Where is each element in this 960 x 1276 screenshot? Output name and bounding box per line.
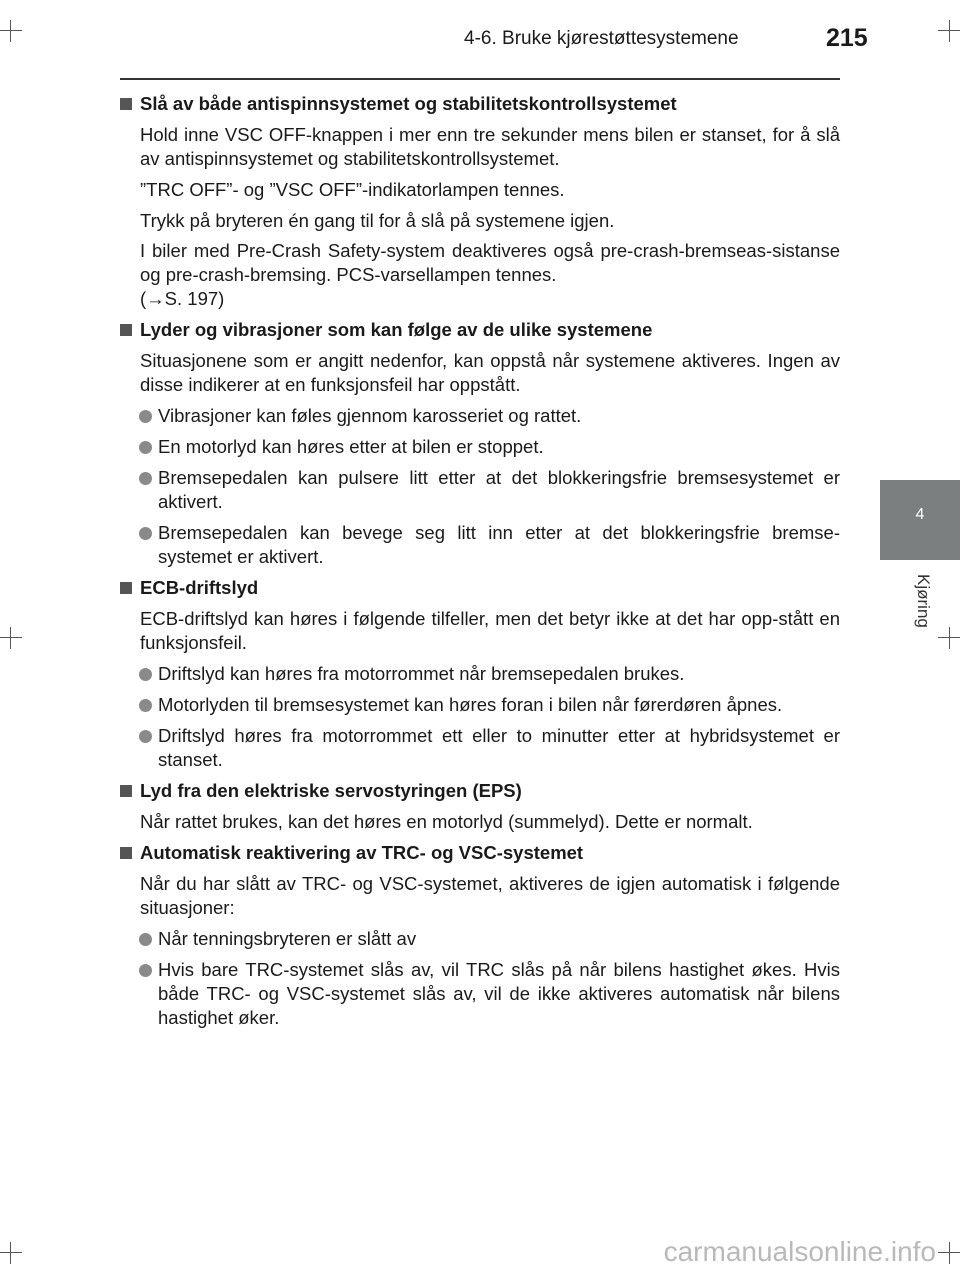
crop-mark [0,30,22,31]
bullet-dot-icon [139,668,152,681]
bullet-dot-icon [139,730,152,743]
bullet-dot-icon [139,441,152,454]
list-item: Bremsepedalen kan pulsere litt etter at det blokkeringsfrie bremsesystemet er aktivert. [120,466,840,514]
crop-mark [10,1242,11,1264]
bullet-dot-icon [139,699,152,712]
page-reference: (→S. 197) [140,288,225,309]
crop-mark [0,637,22,638]
paragraph: ”TRC OFF”- og ”VSC OFF”-indikatorlampen tennes. [140,179,565,200]
section-heading: Automatisk reaktivering av TRC- og VSC-systemet [120,841,840,865]
bullet-dot-icon [139,472,152,485]
section-title: 4-6. Bruke kjørestøttesystemene [464,28,739,49]
chapter-number: 4 [915,506,925,523]
list-item: Hvis bare TRC-systemet slås av, vil TRC slås på når bilens hastighet økes. Hvis både TRC- og VSC-systemet slås av, vil de ikke aktiveres automatisk når bilens hastighet øker. [120,958,840,1030]
bullet-dot-icon [139,964,152,977]
crop-mark [0,1252,22,1253]
header-divider [120,78,840,80]
square-bullet-icon [120,324,132,336]
section-heading: Slå av både antispinnsystemet og stabilitetskontrollsystemet [120,92,840,116]
square-bullet-icon [120,785,132,797]
paragraph: I biler med Pre-Crash Safety-system deaktiveres også pre-crash-bremseas-sistanse og pre-crash-bremsing. PCS-varsellampen tennes. [140,240,840,285]
list-item: En motorlyd kan høres etter at bilen er stoppet. [120,435,840,459]
bullet-dot-icon [139,933,152,946]
bullet-dot-icon [139,410,152,423]
paragraph: Når du har slått av TRC- og VSC-systemet, aktiveres de igjen automatisk i følgende situasjoner: [140,873,840,918]
paragraph: Hold inne VSC OFF-knappen i mer enn tre sekunder mens bilen er stanset, for å slå av antispinnsystemet og stabilitetskontrollsystemet. [140,124,840,169]
crop-mark [10,627,11,649]
chapter-tab [880,480,960,560]
watermark[interactable]: carmanualsonline.info [663,1236,936,1267]
section-heading: ECB-driftslyd [120,576,840,600]
list-item: Driftslyd kan høres fra motorrommet når bremsepedalen brukes. [120,662,840,686]
list-item: Driftslyd høres fra motorrommet ett eller to minutter etter at hybridsystemet er stanset. [120,724,840,772]
paragraph: Trykk på bryteren én gang til for å slå på systemene igjen. [140,210,615,231]
section-heading: Lyder og vibrasjoner som kan følge av de ulike systemene [120,318,840,342]
paragraph: Situasjonene som er angitt nedenfor, kan oppstå når systemene aktiveres. Ingen av disse indikerer at en funksjonsfeil har oppstått. [140,350,840,395]
list-item: Bremsepedalen kan bevege seg litt inn etter at det blokkeringsfrie bremse-systemet er aktivert. [120,521,840,569]
crop-mark [10,20,11,42]
square-bullet-icon [120,98,132,110]
chapter-label-text: Kjøring [914,574,933,628]
bullet-dot-icon [139,527,152,540]
page-number: 215 [826,24,868,52]
paragraph: Når rattet brukes, kan det høres en motorlyd (summelyd). Dette er normalt. [140,811,753,832]
crop-mark [949,20,950,42]
crop-mark [949,1242,950,1264]
list-item: Når tenningsbryteren er slått av [120,927,840,951]
paragraph: ECB-driftslyd kan høres i følgende tilfeller, men det betyr ikke at det har opp-stått en funksjonsfeil. [140,608,840,653]
list-item: Motorlyden til bremsesystemet kan høres foran i bilen når førerdøren åpnes. [120,693,840,717]
list-item: Vibrasjoner kan føles gjennom karosseriet og rattet. [120,404,840,428]
square-bullet-icon [120,847,132,859]
chapter-label [893,570,953,640]
square-bullet-icon [120,582,132,594]
section-heading: Lyd fra den elektriske servostyringen (EPS) [120,779,840,803]
page-content [120,92,840,1037]
